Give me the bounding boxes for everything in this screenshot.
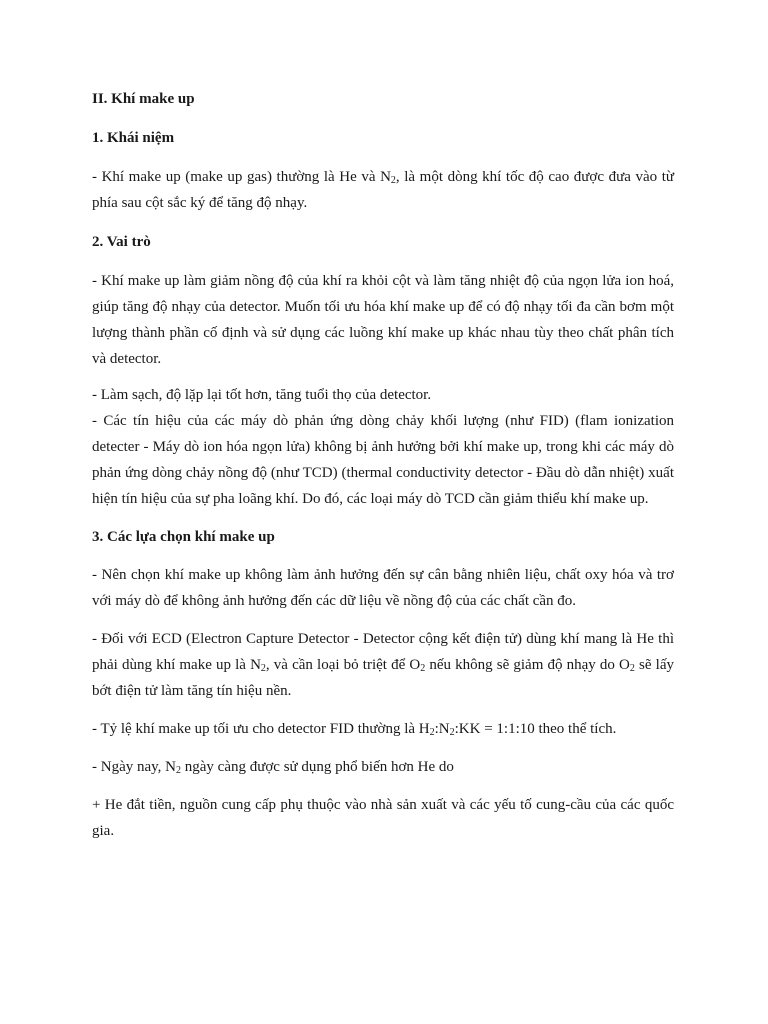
role-paragraph-1: - Khí make up làm giảm nồng độ của khí ra khỏi cột và làm tăng nhiệt độ của ngọn lửa ion hoá, giúp tăng độ nhạy của detector. Muốn tối ưu hóa khí make up để có độ nhạy tối đa cần bơm một lượng thành phần cố định và sử dụng các luồng khí make up khác nhau tùy theo chất phân tích và detector.	[92, 273, 674, 367]
definition-paragraph: - Khí make up (make up gas) thường là He và $N_2$, là một dòng khí tốc độ cao được đưa vào từ phía sau cột sắc ký để tăng độ nhạy.	[92, 169, 675, 211]
choice-paragraph-1: - Nên chọn khí make up không làm ảnh hưởng đến sự cân bằng nhiên liệu, chất oxy hóa và trơ với máy dò để không ảnh hưởng đến các dữ liệu về nồng độ của các chất cần đo.	[92, 567, 674, 609]
choice-paragraph-4: - Ngày nay, $N_2$ ngày càng được sử dụng phổ biến hơn He do	[92, 759, 454, 776]
subsection-2-heading: 2. Vai trò	[92, 234, 151, 250]
role-paragraph-2: - Làm sạch, độ lặp lại tốt hơn, tăng tuổi thọ của detector.	[92, 387, 432, 403]
subsection-3-heading: 3. Các lựa chọn khí make up	[92, 529, 275, 545]
section-heading: II. Khí make up	[92, 91, 195, 107]
role-paragraph-3: - Các tín hiệu của các máy dò phản ứng dòng chảy khối lượng (như FID) (flam ionization detecter - Máy dò ion hóa ngọn lửa) không bị ảnh hưởng bởi khí make up, trong khi các máy dò phản ứng dòng chảy nồng độ (như TCD) (thermal conductivity detector - Đầu dò dẫn nhiệt) xuất hiện tín hiệu của sự pha loãng khí. Do đó, các loại máy dò TCD cần giảm thiểu khí make up.	[92, 413, 674, 507]
choice-paragraph-5: + He đắt tiền, nguồn cung cấp phụ thuộc vào nhà sản xuất và các yếu tố cung-cầu của các quốc gia.	[92, 797, 674, 839]
choice-paragraph-3: - Tỷ lệ khí make up tối ưu cho detector FID thường là $H_2:N_2:KK$ = 1:1:10 theo thể tích.	[92, 721, 617, 738]
document-body	[92, 86, 674, 844]
choice-paragraph-2: - Đối với ECD (Electron Capture Detector - Detector cộng kết điện tử) dùng khí mang là He thì phải dùng khí make up là $N_2$, và cần loại bỏ triệt để $O_2$ nếu không sẽ giảm độ nhạy do $O_2$ sẽ lấy bớt điện tử làm tăng tín hiệu nền.	[92, 631, 674, 699]
subsection-1-heading: 1. Khái niệm	[92, 130, 175, 146]
